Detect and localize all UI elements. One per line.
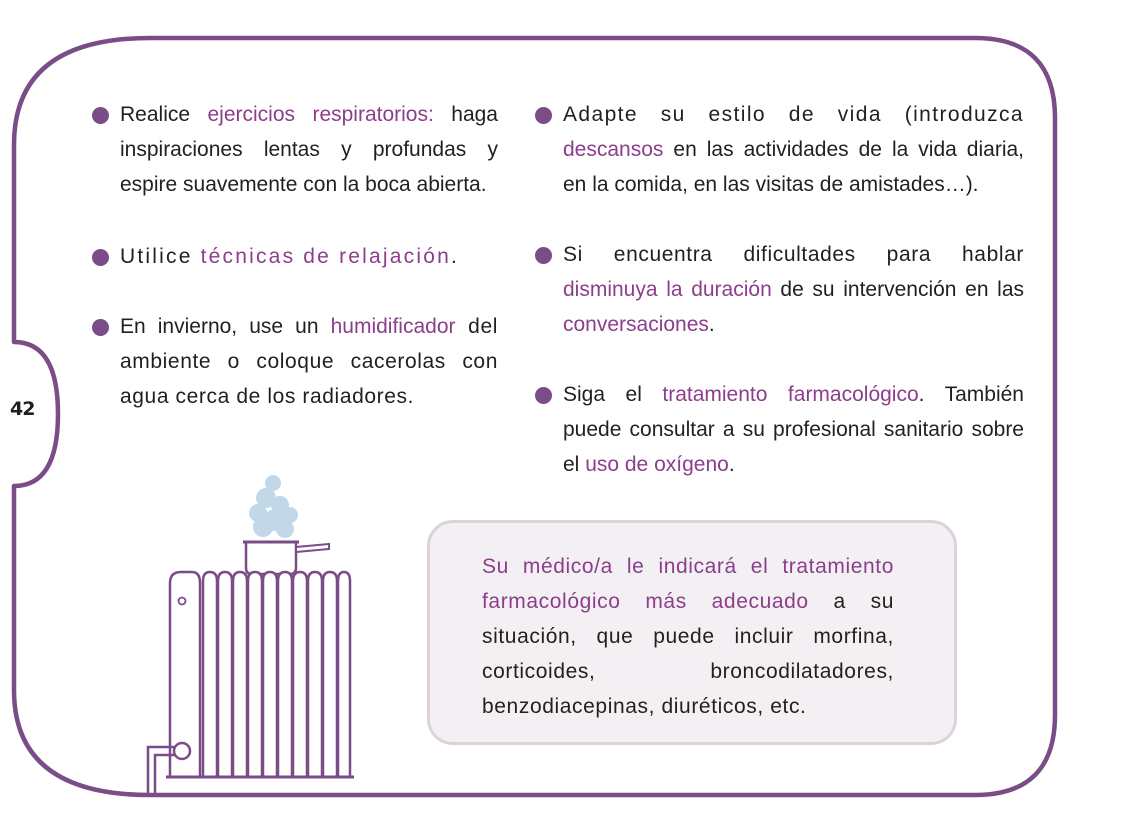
note-highlight: Su médico/a le indicará el tratamiento farmacológico más adecuado: [482, 555, 894, 613]
bullet-icon: [92, 319, 109, 336]
bullet-icon: [535, 387, 552, 404]
bullet-icon: [92, 107, 109, 124]
tip-text: .: [450, 245, 457, 268]
tip-highlight: ejercicios respiratorios:: [207, 103, 434, 126]
bullet-icon: [535, 247, 552, 264]
tip-highlight: disminuya la duración: [563, 278, 772, 301]
tip-highlight: conversaciones: [563, 313, 709, 336]
tip-text: de su intervención en las: [771, 278, 1024, 301]
tip-text: Si encuentra dificultades para hablar: [563, 243, 1024, 266]
tip-text: Siga el: [563, 383, 663, 406]
radiator-icon: [166, 572, 354, 777]
tip-text: en las actividades de la vida diaria, en la comida, en las visitas de amistades…).: [563, 138, 1024, 196]
tip-text: del ambiente o coloque cacerolas con agua cerca de los radiadores.: [120, 315, 498, 408]
tip-relaxation-techniques: [92, 239, 498, 274]
bullet-icon: [92, 249, 109, 266]
tip-text: Adapte su estilo de vida (introduzca: [563, 103, 1024, 126]
right-column: [535, 97, 1024, 482]
tip-highlight: humidificador: [330, 315, 456, 338]
doctor-note-box: [427, 520, 957, 745]
tip-highlight: tratamiento farmacológico: [662, 383, 919, 406]
note-text: a su situación, que puede incluir morfina, corticoides, broncodilatadores, benzodiacepinas, diuréticos, etc.: [482, 590, 894, 718]
tip-highlight: descansos: [563, 138, 664, 161]
tip-text: . También puede consultar a su profesional sanitario sobre el: [563, 383, 1024, 476]
tip-text: .: [728, 453, 735, 476]
tip-text: haga inspiraciones lentas y profundas y espire suavemente con la boca abierta.: [120, 103, 498, 196]
radiator-illustration: [130, 465, 365, 795]
tip-highlight: técnicas de relajación: [200, 245, 451, 268]
bullet-icon: [535, 107, 552, 124]
tip-breathing-exercises: [92, 97, 498, 202]
tip-text: En invierno, use un: [120, 315, 331, 338]
tip-text: Realice: [120, 103, 208, 126]
tip-highlight: uso de oxígeno: [585, 453, 729, 476]
tip-text: Utilice: [120, 245, 201, 268]
left-column: [92, 97, 498, 414]
tip-text: .: [708, 313, 715, 336]
tip-medication: [535, 377, 1024, 482]
tip-speaking: [535, 237, 1024, 342]
page-number: 42: [10, 398, 35, 420]
tip-lifestyle: [535, 97, 1024, 202]
saucepan-icon: [243, 542, 329, 574]
tip-humidifier: [92, 309, 498, 414]
steam-icon: [249, 475, 298, 538]
